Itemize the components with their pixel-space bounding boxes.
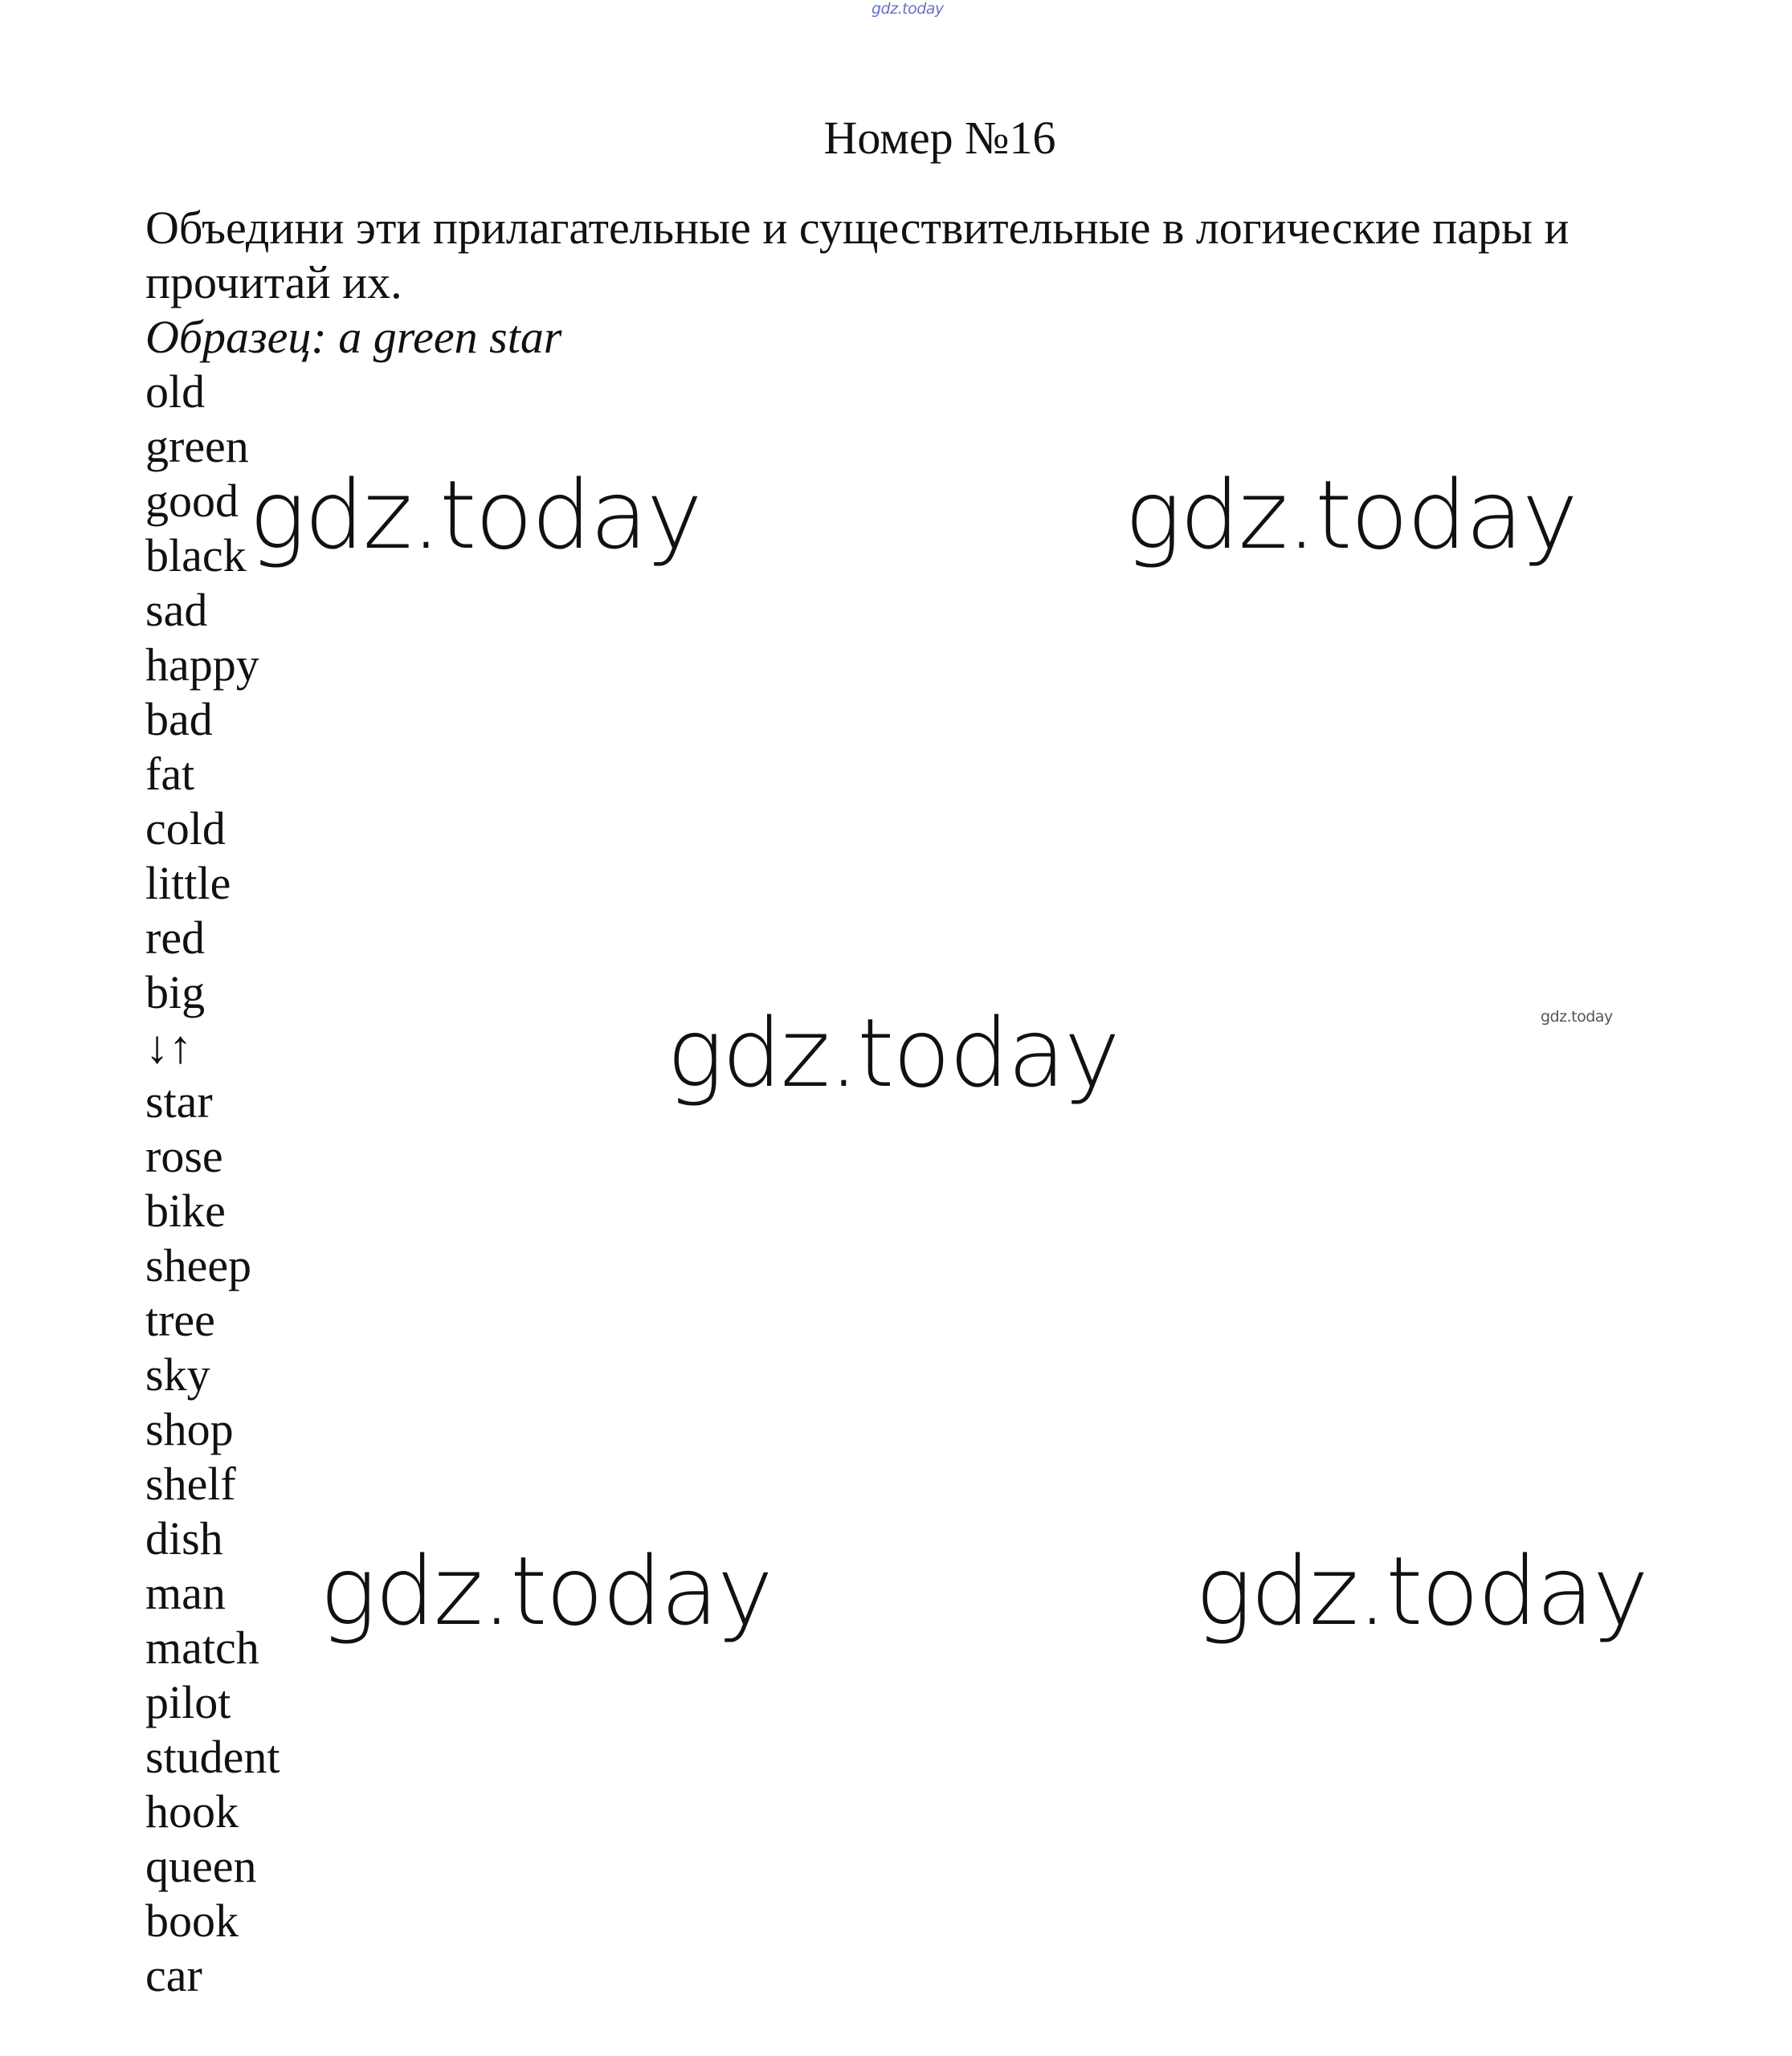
list-item: sky	[145, 1348, 210, 1401]
watermark: gdz.today	[667, 997, 1119, 1108]
watermark: gdz.today	[249, 459, 701, 570]
list-item: happy	[145, 638, 259, 691]
list-item: car	[145, 1949, 202, 2001]
list-item: bike	[145, 1185, 226, 1237]
list-item: match	[145, 1622, 259, 1674]
list-item: star	[145, 1075, 213, 1128]
list-item: student	[145, 1731, 280, 1783]
list-item: sheep	[145, 1239, 252, 1291]
list-item: fat	[145, 748, 195, 800]
list-item: rose	[145, 1130, 223, 1182]
list-item: queen	[145, 1840, 257, 1892]
list-item: shop	[145, 1403, 234, 1455]
list-item: bad	[145, 693, 213, 745]
watermark-small: gdz.today	[1541, 1008, 1613, 1026]
top-watermark: gdz.today	[872, 0, 944, 18]
list-item: green	[145, 420, 249, 472]
list-item: little	[145, 857, 231, 909]
page-title: Номер №16	[823, 112, 1056, 164]
list-item: black	[145, 529, 247, 581]
list-item: pilot	[145, 1676, 231, 1728]
list-item: cold	[145, 802, 226, 855]
list-item: red	[145, 912, 206, 964]
list-item: dish	[145, 1512, 223, 1564]
list-item: hook	[145, 1785, 239, 1838]
list-item: book	[145, 1895, 239, 1947]
list-item: big	[145, 966, 206, 1018]
list-item: sad	[145, 584, 208, 636]
swap-arrows: ↓↑	[145, 1021, 192, 1073]
list-item: good	[145, 475, 239, 527]
instruction-text: Объедини эти прилагательные и существительные в логические пары и прочитай их.	[145, 202, 1570, 308]
example-text: Образец: a green star	[145, 311, 562, 363]
watermark: gdz.today	[320, 1536, 772, 1646]
watermark: gdz.today	[1195, 1536, 1647, 1646]
list-item: man	[145, 1567, 226, 1619]
watermark: gdz.today	[1125, 459, 1577, 570]
list-item: old	[145, 365, 206, 418]
list-item: shelf	[145, 1458, 236, 1510]
list-item: tree	[145, 1294, 215, 1346]
